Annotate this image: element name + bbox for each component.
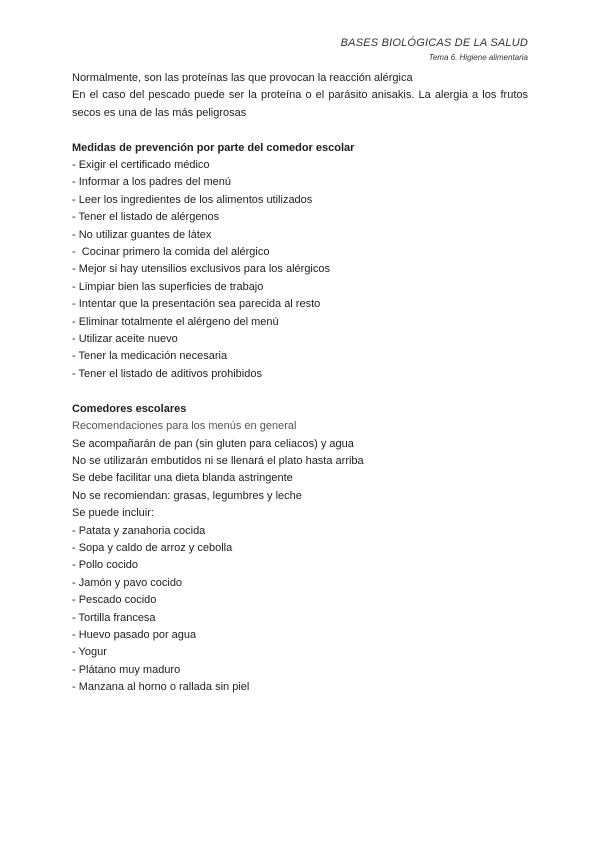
list-item: - No utilizar guantes de látex [72, 228, 212, 241]
prevention-heading: Medidas de prevención por parte del comedor escolar [72, 141, 355, 154]
list-item: - Tener la medicación necesaria [72, 350, 228, 363]
list-item: - Sopa y caldo de arroz y cebolla [72, 541, 233, 554]
list-item: - Mejor si hay utensilios exclusivos para los alérgicos [72, 263, 330, 276]
spacer [72, 122, 528, 139]
dining-list [72, 523, 528, 697]
list-item: - Tener el listado de alérgenos [72, 211, 220, 224]
list-item: - Utilizar aceite nuevo [72, 333, 178, 346]
page-header [341, 36, 528, 63]
dining-heading: Comedores escolares [72, 402, 187, 415]
list-item: - Exigir el certificado médico [72, 159, 210, 172]
list-item: - Limpiar bien las superficies de trabajo [72, 280, 264, 293]
list-item: - Intentar que la presentación sea parecida al resto [72, 298, 321, 311]
list-item: - Manzana al horno o rallada sin piel [72, 681, 250, 694]
dining-line: No se utilizarán embutidos ni se llenará el plato hasta arriba [72, 454, 364, 467]
list-item: - Jamón y pavo cocido [72, 576, 183, 589]
dining-line: Se puede incluir: [72, 507, 154, 520]
list-item: - Cocinar primero la comida del alérgico [72, 246, 270, 259]
list-item: - Plátano muy maduro [72, 663, 181, 676]
list-item: - Pollo cocido [72, 559, 139, 572]
spacer [72, 383, 528, 400]
list-item: - Pescado cocido [72, 594, 157, 607]
header-subtitle: Tema 6. Higiene alimentaria [428, 53, 528, 62]
list-item: - Huevo pasado por agua [72, 628, 197, 641]
intro-line-3: secos es una de las más peligrosas [72, 106, 247, 119]
dining-line: Se debe facilitar una dieta blanda astringente [72, 472, 293, 485]
list-item: - Leer los ingredientes de los alimentos utilizados [72, 193, 313, 206]
dining-line: Se acompañarán de pan (sin gluten para celiacos) y agua [72, 437, 354, 450]
document-body [72, 70, 528, 697]
list-item: - Eliminar totalmente el alérgeno del menú [72, 315, 279, 328]
intro-line-2: En el caso del pescado puede ser la proteína o el parásito anisakis. La alergia a los frutos [72, 89, 528, 102]
dining-line: No se recomiendan: grasas, legumbres y leche [72, 489, 302, 502]
intro-line-1: Normalmente, son las proteínas las que provocan la reacción alérgica [72, 72, 413, 84]
list-item: - Informar a los padres del menú [72, 176, 231, 189]
list-item: - Tener el listado de aditivos prohibidos [72, 367, 262, 380]
prevention-list [72, 157, 528, 383]
header-title: BASES BIOLÓGICAS DE LA SALUD [340, 37, 528, 49]
list-item: - Yogur [72, 646, 107, 659]
list-item: - Tortilla francesa [72, 611, 156, 624]
dining-subheading: Recomendaciones para los menús en general [72, 420, 297, 433]
list-item: - Patata y zanahoria cocida [72, 524, 206, 537]
